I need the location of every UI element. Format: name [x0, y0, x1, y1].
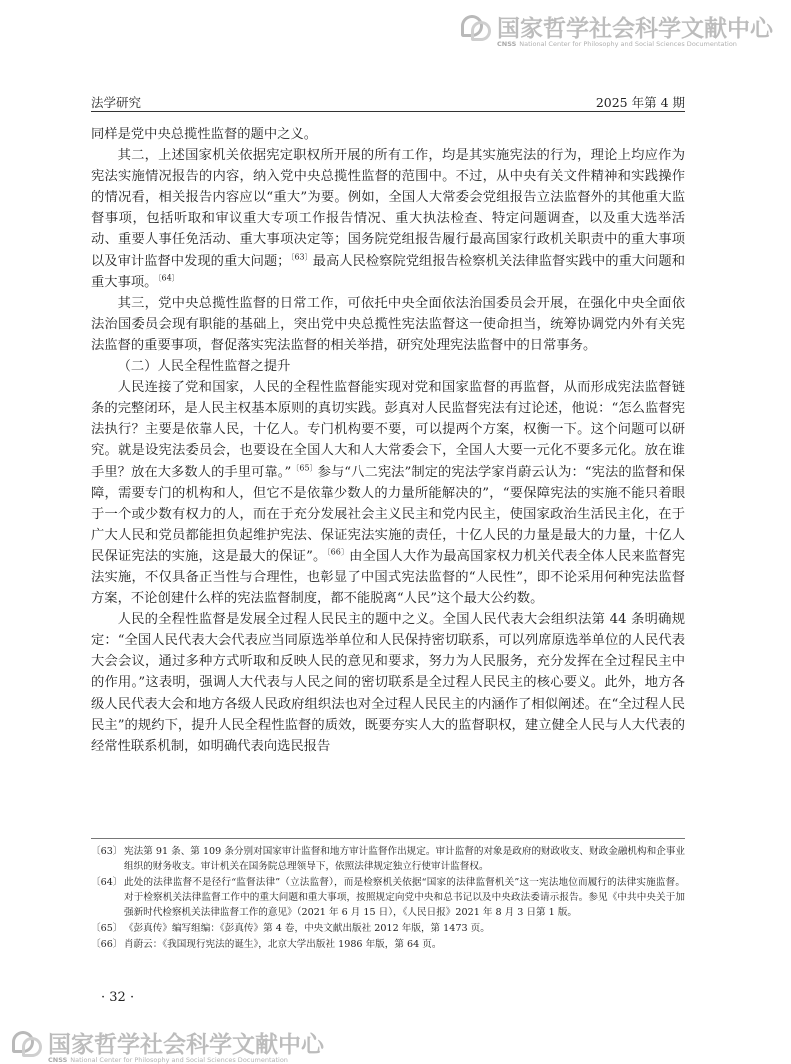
- watermark-abbr: CNSS: [48, 1056, 68, 1064]
- article-body: [91, 124, 685, 757]
- footnote: [91, 875, 685, 920]
- issue-label: 2025 年第 4 期: [595, 95, 685, 110]
- footnote-ref[interactable]: 〔64〕: [157, 273, 180, 283]
- footnote-number: 〔66〕: [91, 939, 123, 950]
- page-number: · 32 ·: [101, 990, 135, 1005]
- paragraph-text: 人民连接了党和国家，人民的全程性监督能实现对党和国家监督的再监督，从而形成宪法监督链条的完整闭环，是人民主权基本原则的真切实践。彭真对人民监督宪法有过论述，他说：“怎么监督宪法执行？主要是依靠人民，十亿人。专门机构要不要，可以提两个方案，权衡一下。这个问题可以研究。就是设宪法委员会，也要设在全国人大和人大常委会下，全国人大要一元化不要多元化。放在谁手里？放在大多数人的手里可靠。”: [91, 380, 685, 480]
- watermark-bottom: [12, 1026, 324, 1064]
- paragraph: [91, 293, 685, 356]
- journal-name: 法学研究: [91, 95, 142, 110]
- footnote-text: 肖蔚云：《我国现行宪法的诞生》，北京大学出版社 1986 年版，第 64 页。: [124, 939, 442, 950]
- watermark-subtitle: [48, 1056, 324, 1064]
- footnote-ref[interactable]: 〔66〕: [326, 547, 350, 557]
- footnote-ref[interactable]: 〔65〕: [291, 463, 318, 473]
- paragraph: [91, 377, 685, 609]
- footnote: [91, 921, 685, 936]
- footnotes: [91, 838, 685, 953]
- center-logo-icon: [12, 1029, 42, 1057]
- footnote: [91, 844, 685, 874]
- footnote: [91, 937, 685, 952]
- paragraph-text: 参与“八二宪法”制定的宪法学家肖蔚云认为：“宪法的监督和保障，需要专门的机构和人，但它不是依靠少数人的力量所能解决的”，“要保障宪法的实施不能只着眼于一个或少数有权力的人，而在于充分发展社会主义民主和党内民主，使国家政治生活民主化，在于广大人民和党员都能担负起维护宪法、保证宪法实施的责任，十亿人民的力量是最大的力量，十亿人民保证宪法的实施，这是最大的保证”。: [91, 464, 685, 564]
- center-logo-icon: [461, 13, 491, 41]
- paragraph-text: 其三，党中央总揽性监督的日常工作，可依托中央全面依法治国委员会开展，在强化中央全面依法治国委员会现有职能的基础上，突出党中央总揽性宪法监督这一使命担当，统筹协调党内外有关宪法监督的重要事项，督促落实宪法监督的相关举措，研究处理宪法监督中的日常事务。: [91, 295, 685, 353]
- watermark-subtitle-text: National Center for Philosophy and Social Sciences Documentation: [519, 40, 737, 48]
- watermark-abbr: CNSS: [497, 40, 517, 48]
- footnote-number: 〔65〕: [91, 923, 123, 934]
- footnote-ref[interactable]: 〔63〕: [290, 252, 313, 262]
- section-heading: [91, 356, 685, 377]
- running-header: [91, 93, 685, 112]
- paragraph-text: 其二，上述国家机关依据宪定职权所开展的所有工作，均是其实施宪法的行为，理论上均应作为宪法实施情况报告的内容，纳入党中央总揽性监督的范围中。不过，从中央有关文件精神和实践操作的情况看，相关报告内容应以“重大”为要。例如，全国人大常委会党组报告立法监督外的其他重大监督事项，包括听取和审议重大专项工作报告情况、重大执法检查、特定问题调查，以及重大选举活动、重要人事任免活动、重大事项决定等；国务院党组报告履行最高国家行政机关职责中的重大事项以及审计监督中发现的重大问题；: [91, 148, 685, 269]
- watermark-subtitle: [497, 40, 773, 48]
- watermark-title: 国家哲学社会科学文献中心: [497, 16, 773, 42]
- paragraph: [91, 609, 685, 757]
- footnote-text: 《彭真传》编写组编：《彭真传》第 4 卷，中央文献出版社 2012 年版，第 1473 页。: [124, 923, 490, 934]
- footnote-number: 〔64〕: [91, 877, 123, 888]
- section-heading-text: （二）人民全程性监督之提升: [117, 359, 291, 375]
- watermark-top: [461, 10, 773, 48]
- paragraph-text: 同样是党中央总揽性监督的题中之义。: [91, 127, 318, 142]
- paragraph-text: 由全国人大作为最高国家权力机关代表全体人民来监督宪法实施，不仅具备正当性与合理性，也彰显了中国式宪法监督的“人民性”，即不论采用何种宪法监督方案，不论创建什么样的宪法监督制度，都不能脱离“人民”这个最大公约数。: [91, 548, 685, 607]
- watermark-title: 国家哲学社会科学文献中心: [48, 1032, 324, 1058]
- footnote-text: 宪法第 91 条、第 109 条分别对国家审计监督和地方审计监督作出规定。审计监督的对象是政府的财政收支、财政金融机构和企事业组织的财务收支。审计机关在国务院总理领导下，依照法律规定独立行使审计监督权。: [124, 846, 685, 872]
- watermark-subtitle-text: National Center for Philosophy and Social Sciences Documentation: [70, 1056, 288, 1064]
- footnote-number: 〔63〕: [91, 846, 123, 857]
- paragraph: [91, 124, 685, 145]
- paragraph-text: 最高人民检察院党组报告检察机关法律监督实践中的重大问题和重大事项。: [91, 253, 685, 290]
- footnote-text: 此处的法律监督不是径行“监督法律”（立法监督），而是检察机关依据“国家的法律监督机关”这一宪法地位而履行的法律实施监督。对于检察机关法律监督工作中的重大问题和重大事项，按照规定向党中央和总书记以及中央政法委请示报告。参见《中共中央关于加强新时代检察机关法律监督工作的意见》（2021 年 6 月 15 日），《人民日报》2021 年 8 月 3 日第 1 版。: [124, 877, 685, 918]
- paragraph: [91, 145, 685, 293]
- paragraph-text: 人民的全程性监督是发展全过程人民民主的题中之义。全国人民代表大会组织法第 44 条明确规定：“全国人民代表大会代表应当同原选举单位和人民保持密切联系，可以列席原选举单位的人民代表大会会议，通过多种方式听取和反映人民的意见和要求，努力为人民服务，充分发挥在全过程民主中的作用。”这表明，强调人大代表与人民之间的密切联系是全过程人民民主的核心要义。此外，地方各级人民代表大会和地方各级人民政府组织法也对全过程人民民主的内涵作了相似阐述。在“全过程人民民主”的规约下，提升人民全程性监督的质效，既要夯实人大的监督职权，建立健全人民与人大代表的经常性联系机制，如明确代表向选民报告: [91, 612, 685, 754]
